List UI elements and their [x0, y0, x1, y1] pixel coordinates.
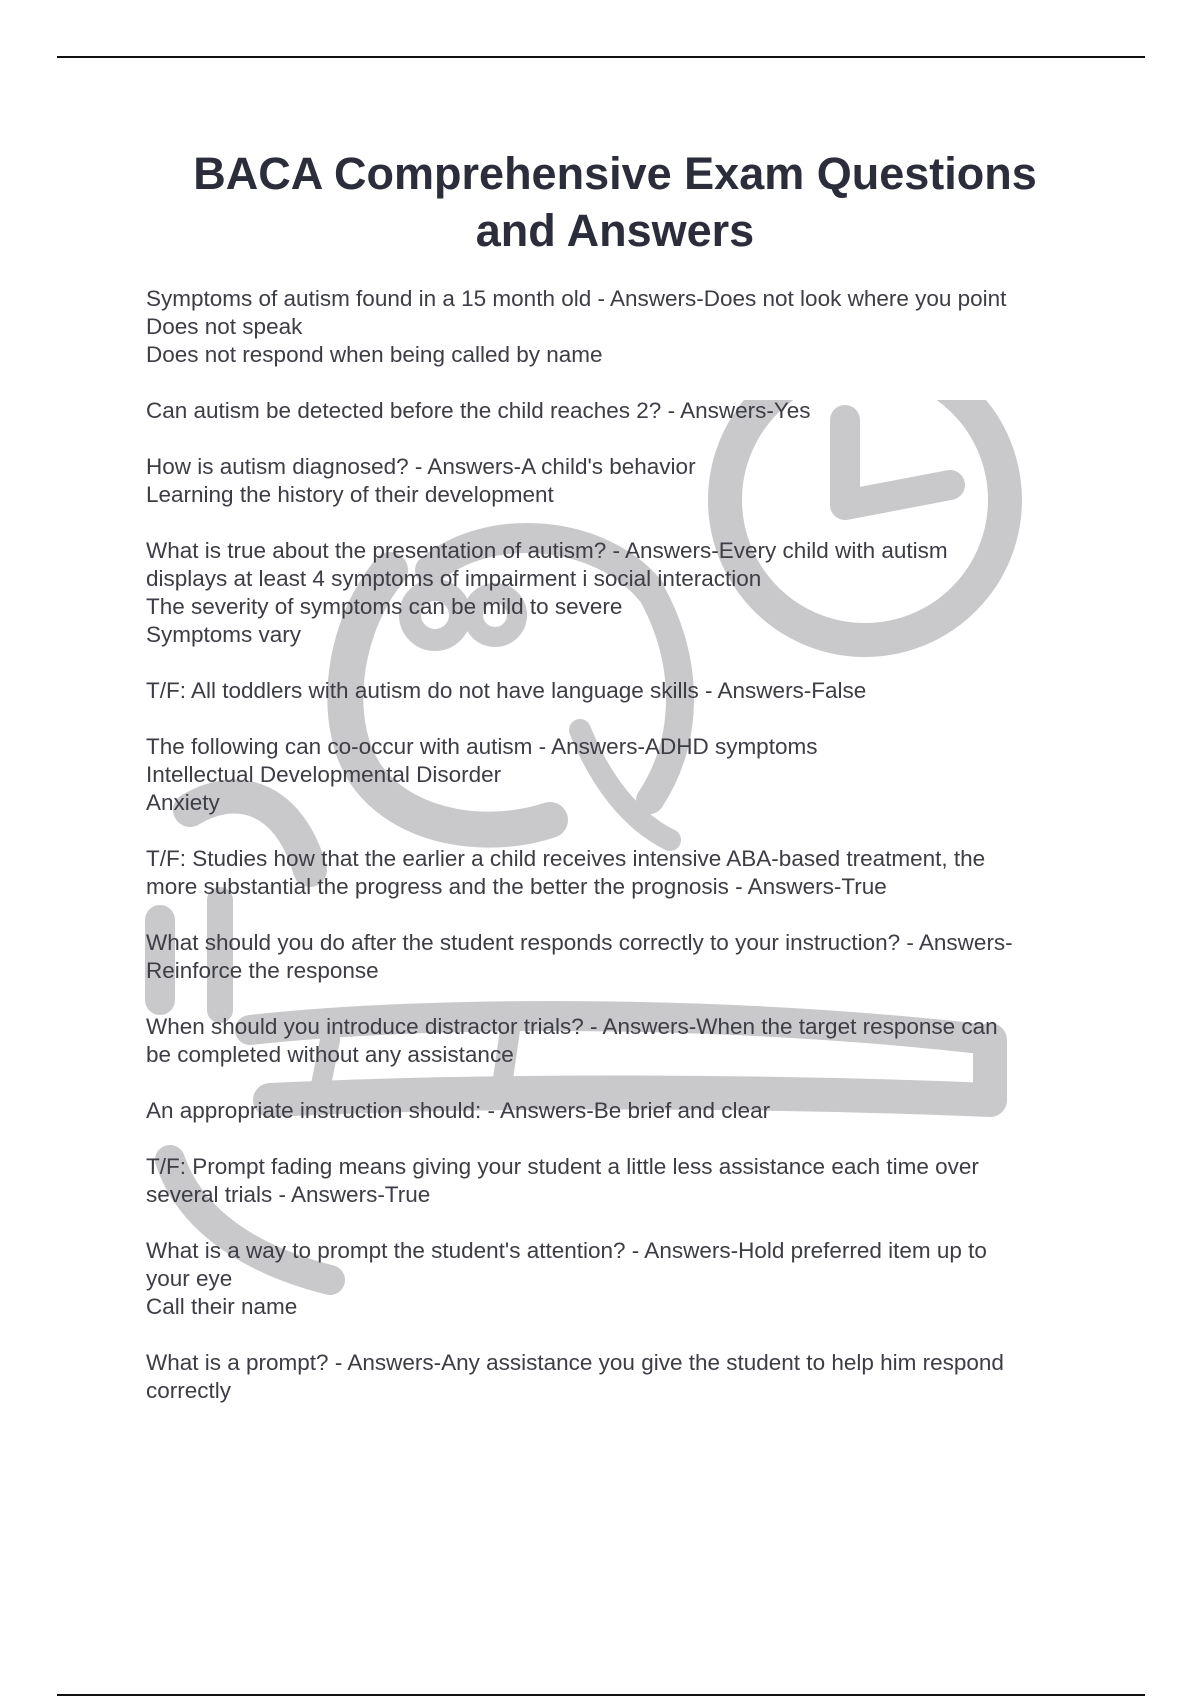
qa-item — [146, 1013, 1096, 1069]
qa-line: Symptoms of autism found in a 15 month old - Answers-Does not look where you point — [146, 286, 1007, 311]
qa-line: several trials - Answers-True — [146, 1182, 431, 1207]
qa-line: The following can co-occur with autism - Answers-ADHD symptoms — [146, 734, 818, 759]
title-line-1: BACA Comprehensive Exam Questions — [193, 148, 1037, 199]
qa-item — [146, 845, 1096, 901]
qa-line: Intellectual Developmental Disorder — [146, 762, 502, 787]
qa-line: Anxiety — [146, 790, 220, 815]
qa-line: Symptoms vary — [146, 622, 302, 647]
qa-line: How is autism diagnosed? - Answers-A child's behavior — [146, 454, 696, 479]
qa-line: T/F: Studies how that the earlier a child receives intensive ABA-based treatment, the — [146, 846, 986, 871]
qa-item — [146, 397, 1096, 425]
qa-item — [146, 677, 1096, 705]
page-title — [130, 145, 1100, 259]
qa-line: T/F: All toddlers with autism do not have language skills - Answers-False — [146, 678, 867, 703]
qa-line: Learning the history of their development — [146, 482, 554, 507]
qa-line: What is true about the presentation of autism? - Answers-Every child with autism — [146, 538, 948, 563]
qa-line: more substantial the progress and the better the prognosis - Answers-True — [146, 874, 887, 899]
qa-line: correctly — [146, 1378, 232, 1403]
qa-line: The severity of symptoms can be mild to severe — [146, 594, 623, 619]
qa-line: An appropriate instruction should: - Answers-Be brief and clear — [146, 1098, 771, 1123]
bottom-rule — [57, 1694, 1145, 1696]
qa-item — [146, 537, 1096, 649]
qa-line: What is a way to prompt the student's attention? - Answers-Hold preferred item up to — [146, 1238, 987, 1263]
qa-line: Does not speak — [146, 314, 303, 339]
qa-item — [146, 733, 1096, 817]
qa-line: displays at least 4 symptoms of impairment i social interaction — [146, 566, 762, 591]
qa-item — [146, 453, 1096, 509]
qa-line: When should you introduce distractor trials? - Answers-When the target response can — [146, 1014, 998, 1039]
qa-line: T/F: Prompt fading means giving your student a little less assistance each time over — [146, 1154, 979, 1179]
qa-item — [146, 1349, 1096, 1405]
qa-line: What should you do after the student responds correctly to your instruction? - Answers- — [146, 930, 1013, 955]
qa-item — [146, 1097, 1096, 1125]
qa-item — [146, 1153, 1096, 1209]
qa-line: your eye — [146, 1266, 233, 1291]
title-line-2: and Answers — [475, 205, 755, 256]
qa-item — [146, 1237, 1096, 1321]
qa-line: Does not respond when being called by name — [146, 342, 603, 367]
qa-line: Reinforce the response — [146, 958, 379, 983]
qa-line: Can autism be detected before the child reaches 2? - Answers-Yes — [146, 398, 811, 423]
top-rule — [57, 56, 1145, 58]
qa-list — [146, 285, 1096, 1433]
qa-item — [146, 929, 1096, 985]
qa-item — [146, 285, 1096, 369]
qa-line: Call their name — [146, 1294, 298, 1319]
qa-line: be completed without any assistance — [146, 1042, 514, 1067]
qa-line: What is a prompt? - Answers-Any assistance you give the student to help him respond — [146, 1350, 1004, 1375]
